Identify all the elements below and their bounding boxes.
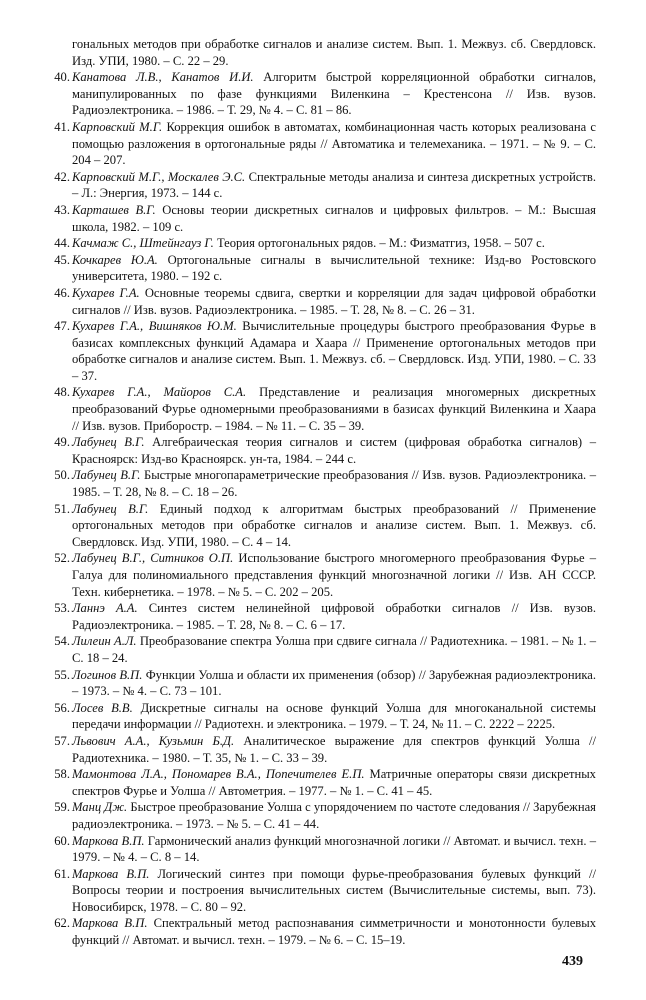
reference-entry (54, 915, 596, 948)
reference-entry (54, 285, 596, 318)
reference-number: 43. (54, 202, 70, 217)
reference-author: Качмаж С., Штейнгауз Г. (72, 236, 214, 251)
reference-text: Спектральный метод распознавания симметричности и монотонности булевых функций // Автомат. и вычисл. техн. – 1979. – № 6. – С. 15–19. (72, 916, 596, 948)
reference-author: Канатова Л.В., Канатов И.И. (72, 70, 254, 85)
reference-author: Карповский М.Г., Москалев Э.С. (72, 169, 246, 184)
reference-number: 56. (54, 700, 70, 715)
reference-number: 50. (54, 468, 70, 483)
reference-continuation: гональных методов при обработке сигналов и анализе систем. Вып. 1. Межвуз. сб. Свердловск. Изд. УПИ, 1980. – С. 22 – 29. (72, 37, 596, 68)
reference-entry (54, 501, 596, 551)
reference-entry (54, 169, 596, 202)
reference-number: 47. (54, 319, 70, 334)
reference-entry (54, 833, 597, 866)
reference-text: Быстрые многопараметрические преобразования // Изв. вузов. Радиоэлектроника. – 1985. – Т. 28, № 8. – С. 18 – 26. (72, 468, 596, 500)
reference-number: 40. (54, 70, 70, 85)
reference-text: Основы теории дискретных сигналов и цифровых фильтров. – М.: Высшая школа, 1982. – 109 с. (72, 202, 596, 234)
reference-number: 45. (54, 252, 70, 267)
reference-text: Синтез систем нелинейной цифровой обработки сигналов // Изв. вузов. Радиоэлектроника. – 1985. – Т. 28, № 8. – С. 6 – 17. (72, 601, 596, 632)
reference-author: Карповский М.Г. (72, 119, 163, 134)
reference-text: Представление и реализация многомерных дискретных преобразований Фурье одномерными преобразованиями в базисах функций Виленкина и Хаара // Изв. вузов. Приборостр. – 1984. – № 11. – С. 35 – 39. (72, 385, 596, 433)
reference-number: 49. (54, 435, 70, 450)
reference-number: 54. (54, 634, 70, 649)
reference-text: Теория ортогональных рядов. – М.: Физматгиз, 1958. – 507 с. (213, 236, 545, 251)
reference-text: Быстрое преобразование Уолша с упорядочением по частоте следования // Зарубежная радиоэлектроника. – 1973. – № 5. – С. 41 – 44. (72, 800, 596, 831)
reference-text: Функции Уолша и области их применения (обзор) // Зарубежная радиоэлектроника. – 1973. – № 4. – С. 73 – 101. (72, 667, 597, 699)
reference-entry (54, 866, 596, 916)
reference-number: 58. (54, 767, 70, 782)
reference-author: Маркова В.П. (72, 916, 148, 931)
reference-author: Ланнэ А.А. (72, 601, 138, 616)
reference-number: 55. (54, 667, 70, 682)
reference-text: Преобразование спектра Уолша при сдвиге сигнала // Радиотехника. – 1981. – № 1. – С. 18 – 24. (72, 634, 597, 665)
page-number: 439 (562, 954, 583, 969)
reference-number: 52. (54, 551, 70, 566)
reference-number: 53. (54, 601, 70, 616)
reference-author: Лабунец В.Г. (72, 468, 141, 483)
reference-text: Единый подход к алгоритмам быстрых преобразований // Применение ортогональных методов при обработке сигналов и анализе систем. Вып. 1. Межвуз. сб. Свердловск. Изд. УПИ, 1980. – С. 4 – 14. (72, 501, 596, 549)
reference-author: Кухарев Г.А., Вишняков Ю.М. (72, 319, 237, 334)
reference-number: 46. (54, 285, 70, 300)
reference-entry (54, 434, 596, 467)
reference-author: Кухарев Г.А. (72, 285, 140, 300)
reference-author: Лабунец В.Г. (72, 501, 149, 516)
reference-number: 60. (54, 833, 70, 848)
reference-author: Логинов В.П. (72, 667, 143, 682)
reference-text: Алгоритм быстрой корреляционной обработки сигналов, манипулированных по фазе функциями Виленкина – Крестенсона // Изв. вузов. Радиоэлектроника. – 1986. – Т. 29, № 4. – С. 81 – 86. (72, 70, 596, 118)
reference-author: Карташев В.Г. (72, 202, 156, 217)
reference-number: 51. (54, 501, 70, 516)
reference-author: Лосев В.В. (72, 700, 133, 715)
reference-number: 61. (54, 866, 70, 881)
reference-entry (54, 600, 596, 633)
reference-text: Спектральные методы анализа и синтеза дискретных устройств. – Л.: Энергия, 1973. – 144 с. (72, 169, 596, 201)
reference-entry (54, 633, 597, 666)
reference-text: Основные теоремы сдвига, свертки и корреляции для задач цифровой обработки сигналов // Изв. вузов. Радиоэлектроника. – 1985. – Т. 28, № 8. – С. 26 – 31. (72, 285, 596, 317)
reference-author: Маркова В.П. (72, 866, 150, 881)
reference-entry (54, 467, 596, 500)
reference-text: Использование быстрого многомерного преобразования Фурье – Галуа для полиномиального представления функций многозначной логики // Изв. АН СССР. Техн. кибернетика. – 1978. – № 5. – С. 202 – 205. (72, 551, 597, 599)
reference-text: Дискретные сигналы на основе функций Уолша для многоканальной системы передачи информации // Радиотехн. и электроника. – 1979. – Т. 24, № 11. – С. 2222 – 2225. (72, 700, 597, 732)
reference-author: Кухарев Г.А., Майоров С.А. (72, 385, 247, 400)
reference-entry (54, 384, 596, 434)
reference-entry (54, 799, 596, 832)
reference-author: Лилеин А.Л. (72, 634, 137, 649)
reference-text: Алгебраическая теория сигналов и систем (цифровая обработка сигналов) – Красноярск: Изд-во Красноярск. ун-та, 1984. – 244 с. (72, 435, 596, 466)
reference-number: 41. (54, 119, 70, 134)
reference-entry (54, 69, 596, 119)
reference-author: Манц Дж. (72, 800, 128, 815)
reference-list (54, 69, 597, 948)
reference-text: Коррекция ошибок в автоматах, комбинационная часть которых реализована с помощью разложения в ортогональные ряды // Автоматика и телемеханика. – 1971. – № 9. – С. 204 – 207. (72, 119, 596, 168)
reference-number: 44. (54, 236, 70, 251)
reference-entry (54, 766, 596, 799)
reference-entry (54, 202, 596, 235)
reference-entry (54, 733, 596, 766)
reference-author: Лабунец В.Г. (72, 435, 145, 450)
reference-entry (54, 252, 596, 285)
reference-author: Маркова В.П. (72, 833, 145, 848)
reference-entry (54, 235, 596, 252)
reference-entry (54, 318, 596, 384)
reference-text: Аналитическое выражение для спектров функций Уолша // Радиотехника. – 1980. – Т. 35, № 1. – С. 33 – 39. (72, 733, 596, 765)
reference-entry (54, 700, 597, 733)
reference-text: Гармонический анализ функций многозначной логики // Автомат. и вычисл. техн. – 1979. – № 4. – С. 8 – 14. (72, 833, 597, 865)
reference-author: Кочкарев Ю.А. (72, 252, 158, 267)
reference-entry (54, 667, 597, 700)
reference-number: 62. (54, 916, 70, 931)
reference-number: 59. (54, 800, 70, 815)
reference-text: Логический синтез при помощи фурье-преобразования булевых функций // Вопросы теории и построения вычислительных систем (Вычислительные системы, вып. 73). Новосибирск, 1978. – С. 80 – 92. (72, 866, 596, 914)
reference-author: Львович А.А., Кузьмин Б.Д. (72, 733, 235, 748)
reference-number: 57. (54, 733, 70, 748)
reference-entry (54, 119, 596, 169)
reference-number: 48. (54, 385, 70, 400)
reference-text: Матричные операторы связи дискретных спектров Фурье и Уолша // Автометрия. – 1977. – № 1. – С. 41 – 45. (72, 767, 596, 798)
reference-text: Вычислительные процедуры быстрого преобразования Фурье в базисах комплексных функций Адамара и Хаара // Применение ортогональных методов при обработке сигналов и анализе систем. Вып. 1. Межвуз. сб. – Свердловск. Изд. УПИ, 1980. – С. 33 – 37. (72, 319, 596, 383)
reference-number: 42. (54, 169, 70, 184)
reference-author: Лабунец В.Г., Ситников О.П. (72, 551, 234, 566)
reference-entry (54, 550, 597, 600)
reference-text: Ортогональные сигналы в вычислительной технике: Изд-во Ростовского университета, 1980. – 192 с. (72, 252, 596, 284)
bibliography-page (54, 36, 597, 949)
reference-author: Мамонтова Л.А., Пономарев В.А., Попечителев Е.П. (72, 767, 365, 782)
